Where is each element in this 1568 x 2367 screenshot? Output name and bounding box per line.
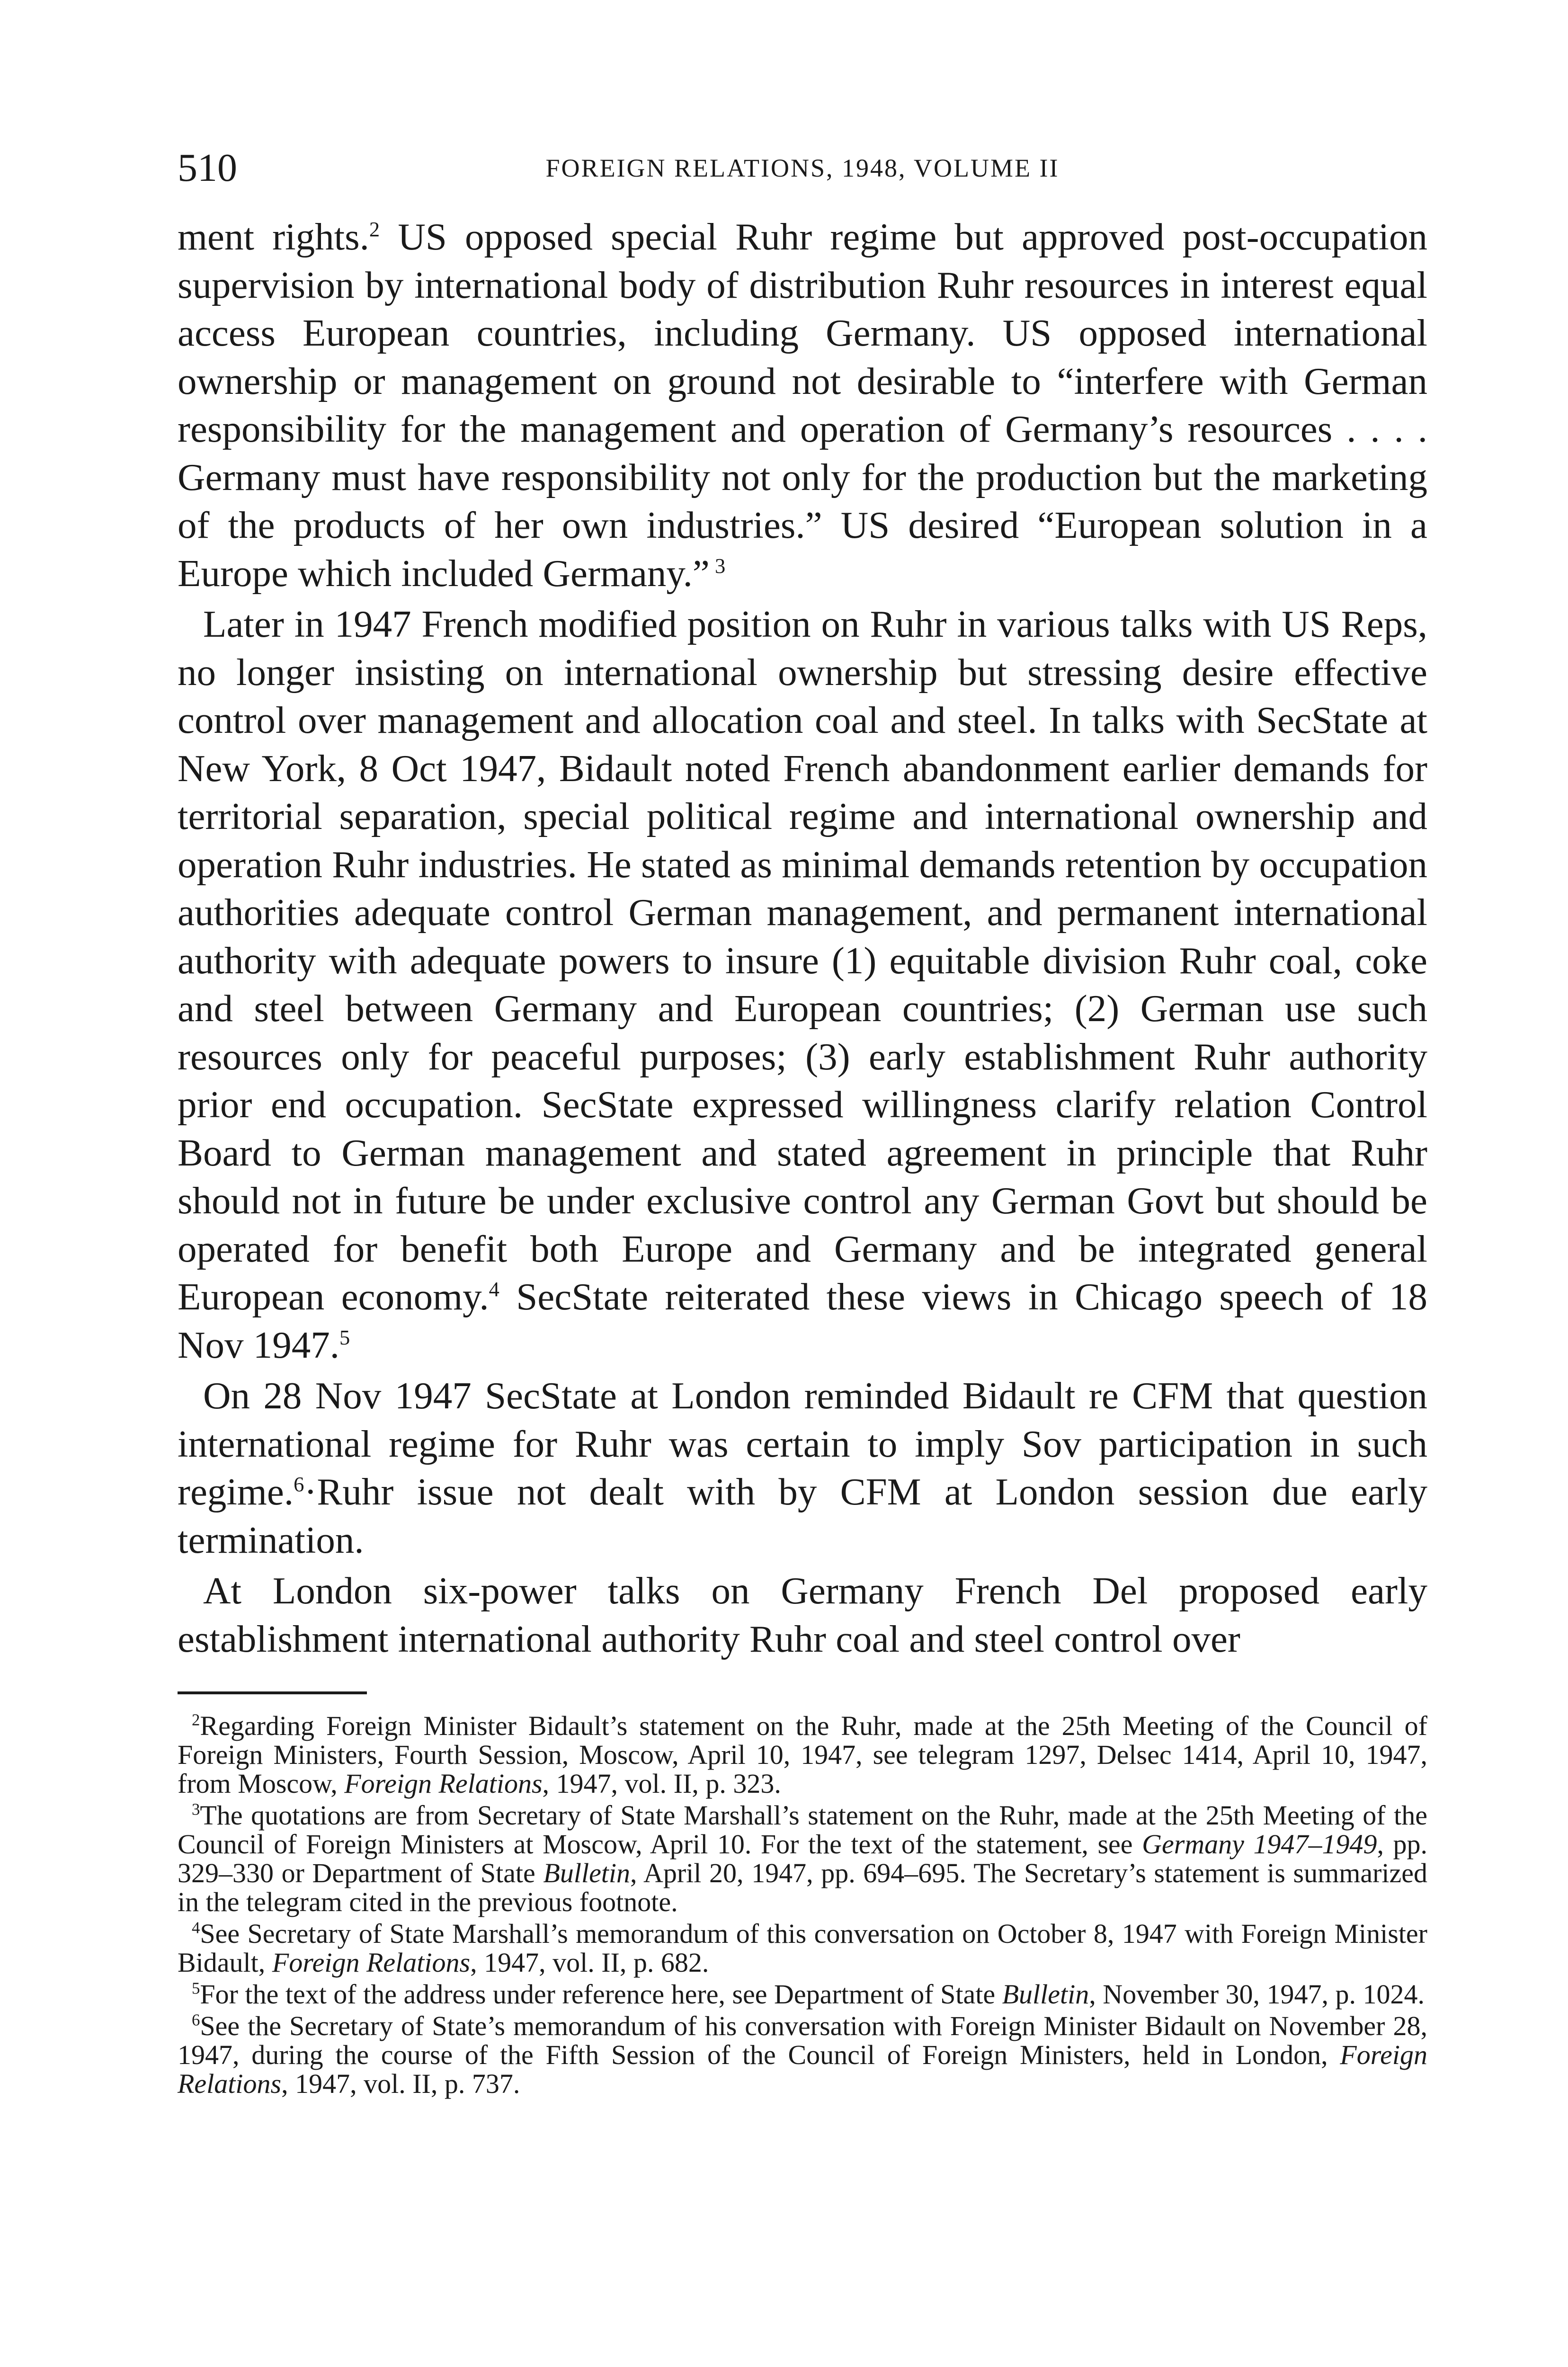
citation-title: Bulletin xyxy=(1002,1979,1089,2010)
footnote-marker: 3 xyxy=(192,1800,200,1819)
footnote-ref-5: 5 xyxy=(339,1325,350,1349)
footnote-text: , 1947, vol. xyxy=(281,2068,413,2099)
volume-numeral: II xyxy=(412,2068,431,2099)
volume-numeral: II xyxy=(673,1768,692,1799)
paragraph-1 xyxy=(178,213,1427,597)
footnote-ref-2: 2 xyxy=(369,217,380,241)
paragraph-2-text: Later in 1947 French modified position on Ruhr in various talks with US Reps, no longer insisting on international ownership but stressing desire effective control over management and allocation coal and steel. In talks with SecState at New York, 8 Oct 1947, Bidault noted French abandonment earlier demands for territorial separation, special political regime and international ownership and operation Ruhr industries. He stated as minimal demands retention by occupation authorities adequate control German management, and permanent international authority with adequate powers to insure (1) equitable division Ruhr coal, coke and steel between Germany and European countries; (2) German use such resources only for peaceful purposes; (3) early establishment Ruhr authority prior end occupation. SecState expressed willingness clarify relation Control Board to German management and stated agreement in principle that Ruhr should not in future be under exclusive control any German Govt but should be operated for benefit both Europe and Germany and be integrated general European economy. xyxy=(178,603,1427,1318)
paragraph-1-text-cont: US opposed special Ruhr regime but approved post-occupation supervision by international body of distribution Ruhr resources in interest equal access European countries, including Germany. US opposed international ownership or management on ground not desirable to “interfere with German responsibility for the management and operation of Germany’s resources . . . . Germany must have responsibility not only for the production but the marketing of the products of her own industries.” US desired “European solution in a Europe which included Germany.” xyxy=(178,215,1427,595)
footnote-text: See the Secretary of State’s memorandum of his conversation with Foreign Minister Bidault on November 28, 1947, during the course of the Fifth Session of the Council of Foreign Ministers, held in London, xyxy=(178,2011,1427,2070)
footnote-text: , 1947, vol. xyxy=(470,1947,602,1978)
footnote-text: For the text of the address under reference here, see Department of State xyxy=(200,1979,1002,2010)
footnotes xyxy=(178,1711,1427,2098)
paragraph-2 xyxy=(178,600,1427,1369)
page-header xyxy=(178,142,1427,194)
citation-title: Foreign Relations xyxy=(272,1947,471,1978)
footnote-ref-4: 4 xyxy=(489,1277,499,1301)
citation-title: Foreign Relations xyxy=(178,2039,1427,2099)
footnote-3 xyxy=(178,1801,1427,1916)
footnote-4 xyxy=(178,1919,1427,1977)
footnote-divider xyxy=(178,1691,367,1694)
footnote-text: , 1947, vol. xyxy=(542,1768,674,1799)
footnote-5 xyxy=(178,1980,1427,2009)
paragraph-3 xyxy=(178,1372,1427,1564)
footnote-text: , p. 323. xyxy=(692,1768,781,1799)
paragraph-3-text-cont: ·Ruhr issue not dealt with by CFM at London session due early termination. xyxy=(178,1470,1427,1561)
citation-title: Bulletin xyxy=(543,1858,631,1888)
paragraph-4: At London six-power talks on Germany French Del proposed early establishment international authority Ruhr coal and steel control over xyxy=(178,1569,1427,1660)
footnote-marker: 2 xyxy=(192,1710,200,1729)
citation-title: Foreign Relations xyxy=(344,1768,543,1799)
footnote-text: , pp. 329–330 or Department of State xyxy=(178,1829,1427,1888)
footnote-text: The quotations are from Secretary of State Marshall’s statement on the Ruhr, made at the 25th Meeting of the Council of Foreign Ministers at Moscow, April 10. For the text of the statement, see xyxy=(178,1800,1427,1860)
page-number: 510 xyxy=(178,146,237,190)
footnote-marker: 4 xyxy=(192,1918,200,1937)
citation-title: Germany 1947–1949 xyxy=(1142,1829,1377,1860)
paragraph-3-text: On 28 Nov 1947 SecState at London reminded Bidault re CFM that question international regime for Ruhr was certain to imply Sov participation in such regime. xyxy=(178,1374,1427,1513)
footnote-text: Regarding Foreign Minister Bidault’s statement on the Ruhr, made at the 25th Meeting of the Council of Foreign Ministers, Fourth Session, Moscow, April 10, 1947, see telegram 1297, Delsec 1414, April 10, 1947, from Moscow, xyxy=(178,1710,1427,1799)
footnote-2 xyxy=(178,1711,1427,1798)
footnote-text: , April 20, 1947, pp. 694–695. The Secretary’s statement is summarized in the telegram cited in the previous footnote. xyxy=(178,1858,1428,1917)
paragraph-2-text-cont: SecState reiterated these views in Chicago speech of 18 Nov 1947. xyxy=(178,1275,1427,1366)
footnote-ref-6: 6 xyxy=(294,1472,304,1496)
footnote-text: , p. 737. xyxy=(430,2068,520,2099)
document-page xyxy=(178,142,1427,2098)
footnote-ref-3: 3 xyxy=(709,553,726,578)
body-text xyxy=(178,213,1427,1663)
footnote-text: , November 30, 1947, p. 1024. xyxy=(1089,1979,1425,2010)
footnote-6 xyxy=(178,2011,1427,2098)
footnote-text: , p. 682. xyxy=(619,1947,709,1978)
footnote-text: See Secretary of State Marshall’s memorandum of this conversation on October 8, 1947 with Foreign Minister Bidault, xyxy=(178,1918,1427,1978)
running-head: FOREIGN RELATIONS, 1948, VOLUME II xyxy=(545,154,1060,182)
footnote-marker: 6 xyxy=(192,2011,200,2029)
volume-numeral: II xyxy=(601,1947,620,1978)
footnote-marker: 5 xyxy=(192,1979,200,1998)
paragraph-1-text: ment rights. xyxy=(178,215,369,258)
